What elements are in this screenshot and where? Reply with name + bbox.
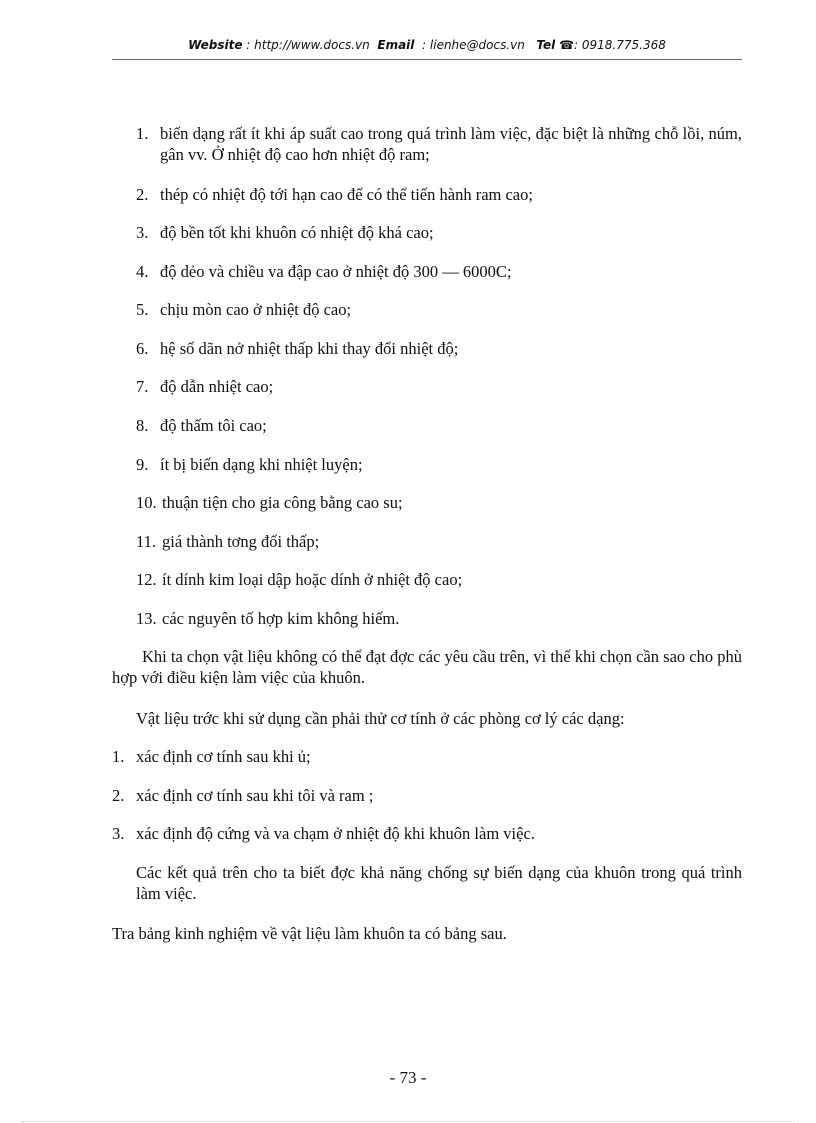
list-item: [136, 608, 742, 629]
list-item-text: ít bị biến dạng khi nhiệt luyện;: [160, 455, 363, 474]
list-item: [136, 492, 742, 513]
list-number: 13.: [136, 609, 157, 628]
list-item: [136, 531, 742, 552]
website-value: : http://www.docs.vn: [246, 38, 370, 52]
list-item: [136, 261, 742, 282]
list-number: 7.: [136, 377, 149, 396]
list-number: 4.: [136, 262, 149, 281]
list-number: 2.: [136, 185, 149, 204]
list-item-text: hệ số dãn nở nhiệt thấp khi thay đổi nhiệt độ;: [160, 339, 459, 358]
list-item: [112, 785, 742, 806]
paragraph: Khi ta chọn vật liệu không có thể đạt đợc các yêu cầu trên, vì thế khi chọn cần sao cho phù hợp với điều kiện làm việc của khuôn.: [112, 647, 742, 687]
list-item-text: chịu mòn cao ở nhiệt độ cao;: [160, 300, 352, 319]
list-item: [136, 222, 742, 243]
list-number: 10.: [136, 493, 157, 512]
list-number: 5.: [136, 300, 149, 319]
paragraph: Tra bảng kinh nghiệm về vật liệu làm khuôn ta có bảng sau.: [112, 924, 507, 943]
list-item-text: độ dẫn nhiệt cao;: [160, 377, 274, 396]
bottom-divider: [22, 1121, 794, 1122]
list-item: [136, 299, 742, 320]
list-item: [136, 184, 742, 205]
list-item-text: các nguyên tố hợp kim không hiếm.: [162, 609, 400, 628]
list-number: 6.: [136, 339, 149, 358]
list-number: 12.: [136, 570, 157, 589]
list-item-text: độ bền tốt khi khuôn có nhiệt độ khá cao;: [160, 223, 434, 242]
list-number: 11.: [136, 532, 157, 551]
page-header: [112, 38, 742, 52]
list-item: [136, 338, 742, 359]
list-item: [136, 415, 742, 436]
list-item: [136, 376, 742, 397]
list-number: 2.: [112, 786, 125, 805]
list-item-text: xác định cơ tính sau khi tôi và ram ;: [136, 786, 374, 805]
list-item: [112, 823, 742, 844]
header-divider: [112, 59, 742, 60]
list-item: [112, 746, 742, 767]
tel-label: Tel: [536, 38, 556, 52]
website-label: Website: [188, 38, 243, 52]
list-item-text: xác định độ cứng và va chạm ở nhiệt độ khi khuôn làm việc.: [136, 824, 535, 843]
list-number: 8.: [136, 416, 149, 435]
list-number: 3.: [136, 223, 149, 242]
list-item-text: ít dính kim loại dập hoặc dính ở nhiệt độ cao;: [162, 570, 463, 589]
list-item: [136, 454, 742, 475]
list-item-text: giá thành tơng đối thấp;: [162, 532, 320, 551]
phone-icon: ☎: [559, 38, 575, 52]
email-label: Email: [377, 38, 415, 52]
list-number: 3.: [112, 824, 125, 843]
list-item-text: thép có nhiệt độ tới hạn cao để có thể tiến hành ram cao;: [160, 185, 533, 204]
list-item-text: độ thấm tôi cao;: [160, 416, 267, 435]
list-item-text: xác định cơ tính sau khi ủ;: [136, 747, 311, 766]
list-item: [136, 123, 742, 165]
email-value: : lienhe@docs.vn: [422, 38, 525, 52]
list-number: 1.: [136, 124, 149, 143]
list-number: 9.: [136, 455, 149, 474]
paragraph: Vật liệu trớc khi sử dụng cần phải thử cơ tính ở các phòng cơ lý các dạng:: [136, 709, 625, 728]
list-item: [136, 569, 742, 590]
list-number: 1.: [112, 747, 125, 766]
list-item-text: thuận tiện cho gia công bằng cao su;: [162, 493, 403, 512]
page-number: - 73 -: [389, 1068, 427, 1087]
paragraph: Các kết quả trên cho ta biết đợc khả năng chống sự biến dạng của khuôn trong quá trình làm việc.: [136, 863, 742, 903]
tel-value: : 0918.775.368: [574, 38, 666, 52]
list-item-text: biến dạng rất ít khi áp suất cao trong quá trình làm việc, đặc biệt là những chỗ lồi, núm, gân vv. Ở nhiệt độ cao hơn nhiệt độ ram;: [160, 124, 742, 164]
list-item-text: độ dẻo và chiều va đập cao ở nhiệt độ 300 — 6000C;: [160, 262, 512, 281]
